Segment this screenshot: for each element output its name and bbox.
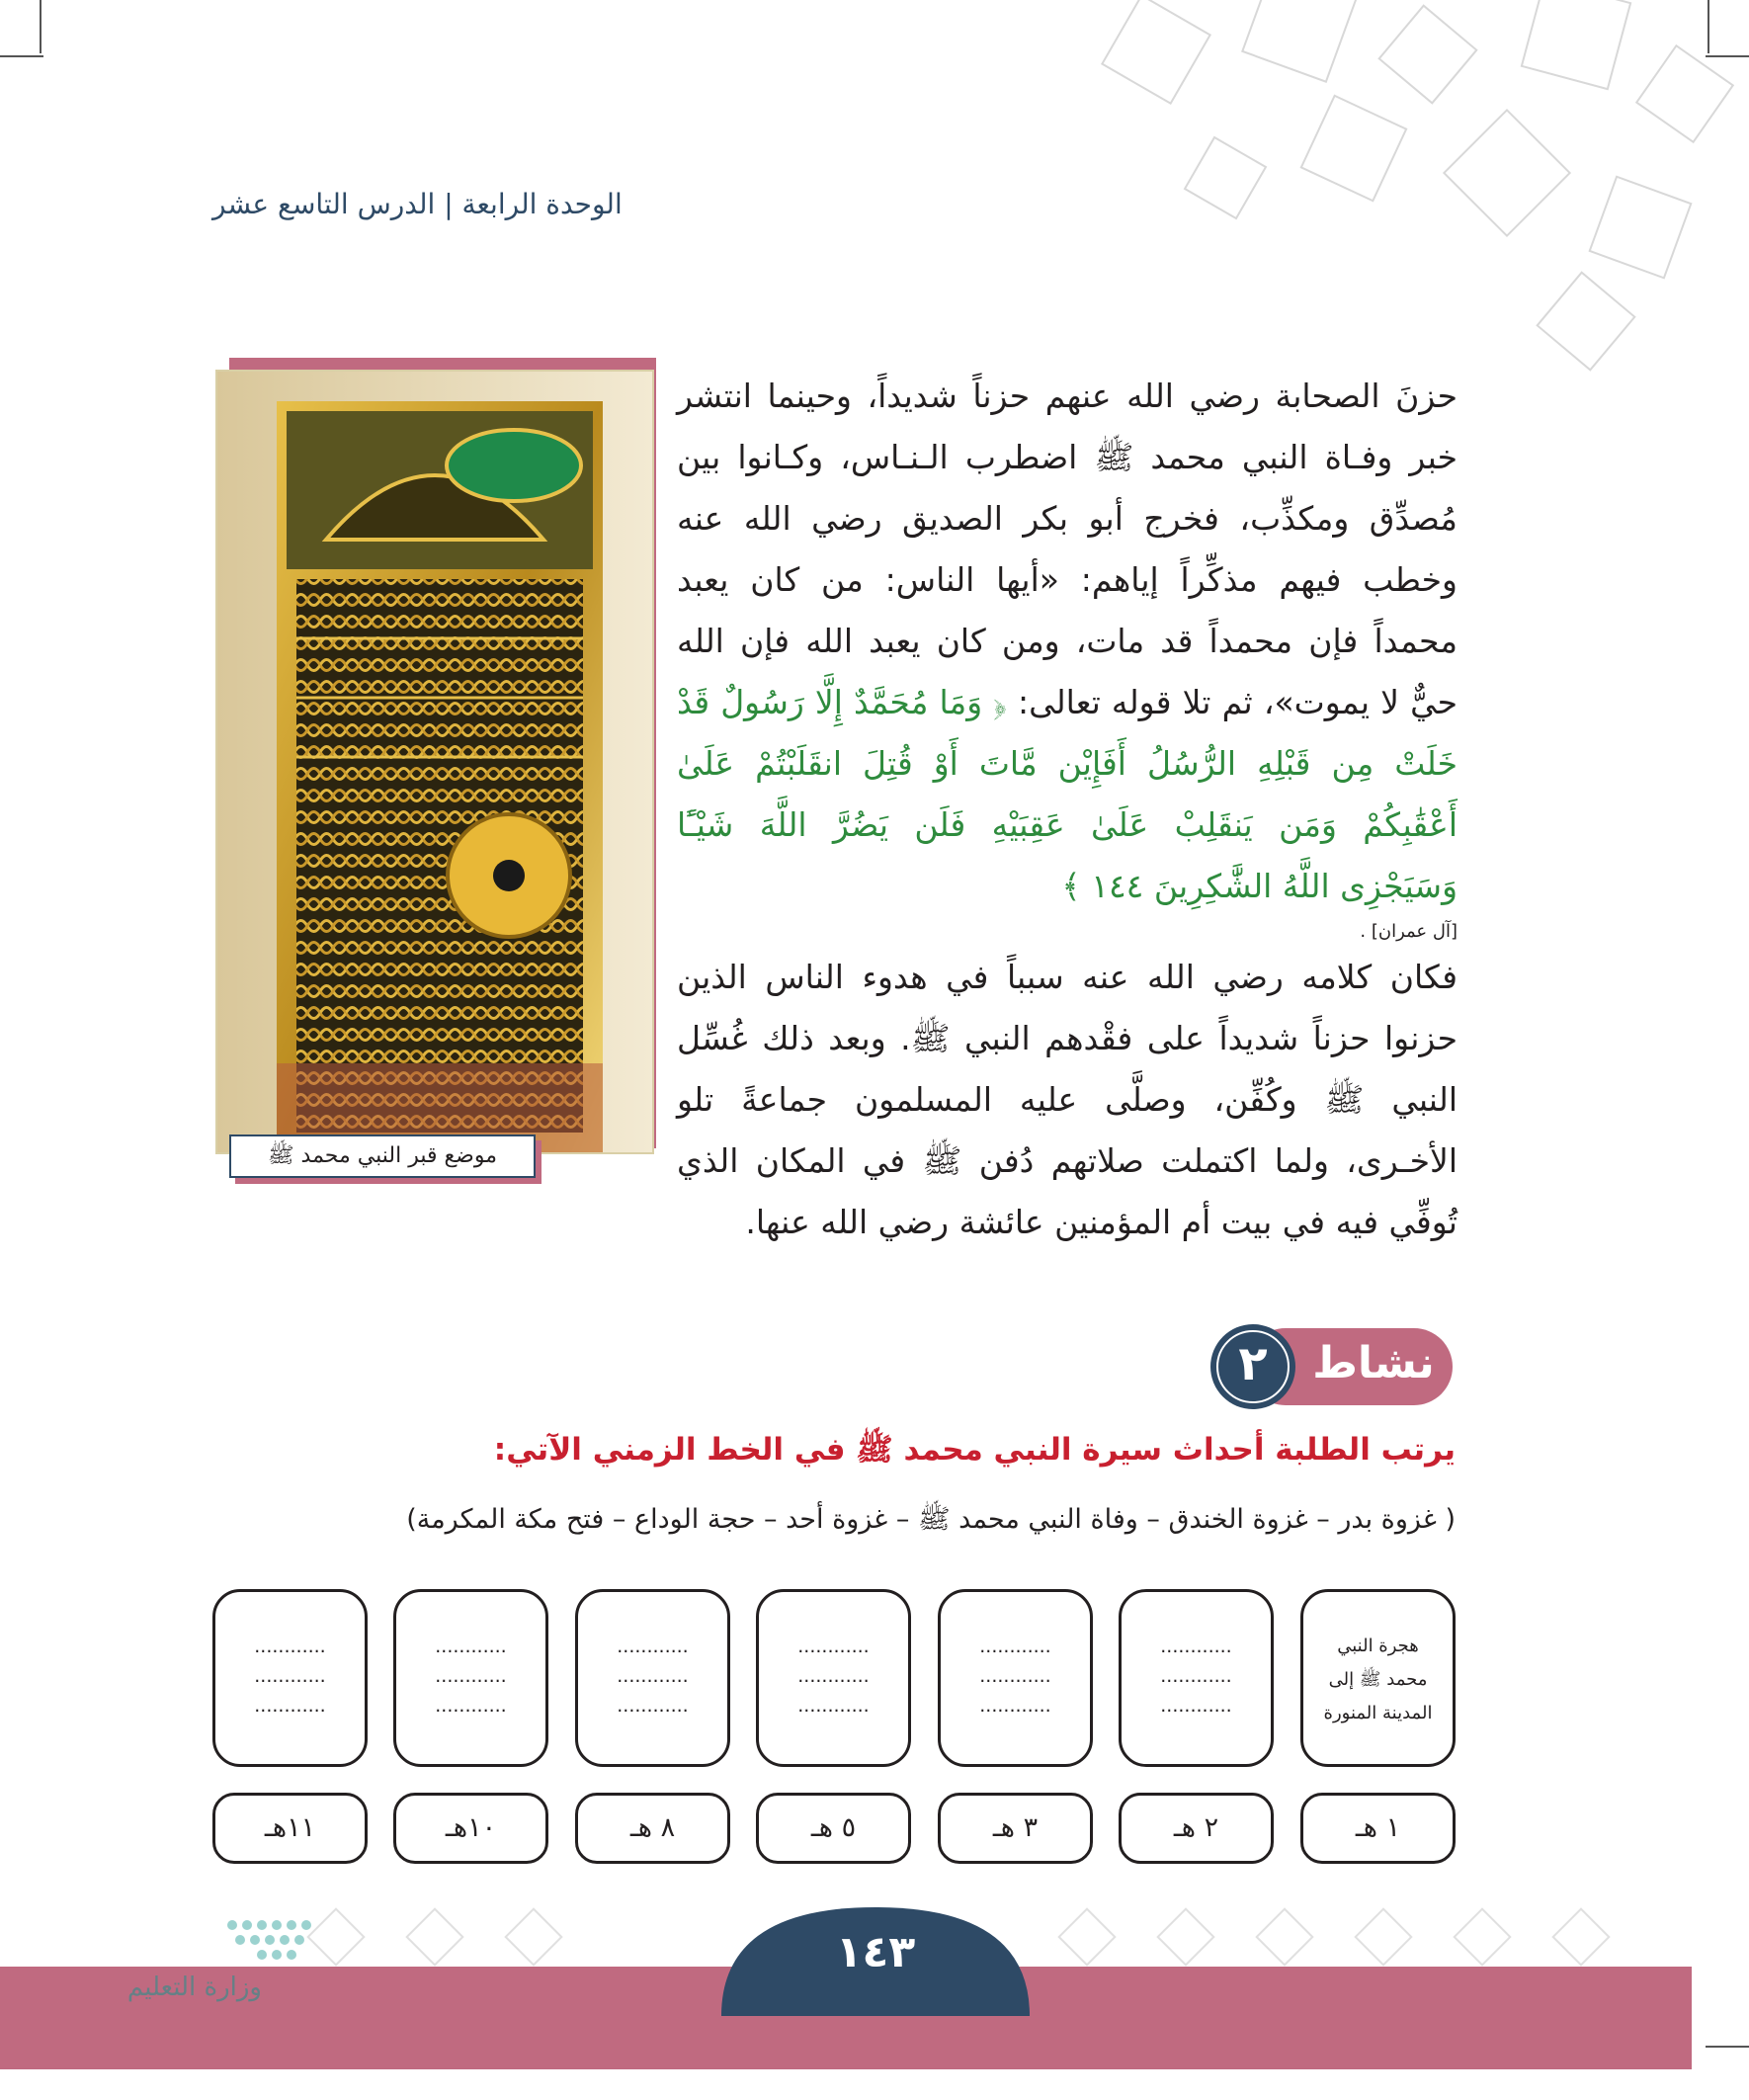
activity-number: ٢	[1238, 1336, 1268, 1391]
blank-line: ............	[435, 1636, 507, 1657]
timeline-event-box	[1300, 1589, 1456, 1767]
blank-line: ............	[797, 1636, 870, 1657]
year-box: ٢ هـ	[1119, 1793, 1274, 1864]
blank-line: ............	[1160, 1695, 1232, 1717]
tomb-door-photo	[215, 370, 654, 1154]
decorative-diamond-pattern	[998, 0, 1749, 395]
activity-label: نشاط	[1312, 1338, 1435, 1388]
unit-lesson-header: الوحدة الرابعة | الدرس التاسع عشر	[212, 188, 623, 220]
event-options-list: ( غزوة بدر – غزوة الخندق – وفاة النبي محمد ﷺ – غزوة أحد – حجة الوداع – فتح مكة المكرمة)	[406, 1504, 1456, 1535]
verse-reference: [آل عمران] .	[1360, 921, 1458, 942]
year-box: ٥ هـ	[756, 1793, 911, 1864]
event-line: هجرة النبي	[1337, 1636, 1419, 1656]
year-box: ٨ هـ	[575, 1793, 730, 1864]
timeline-blank-box[interactable]	[1119, 1589, 1274, 1767]
lesson-text-block	[677, 366, 1458, 1253]
crop-mark	[40, 0, 42, 53]
year-box: ١٠هـ	[393, 1793, 548, 1864]
year-box: ١١هـ	[212, 1793, 368, 1864]
blank-line: ............	[435, 1665, 507, 1687]
activity-instruction: يرتب الطلبة أحداث سيرة النبي محمد ﷺ في الخط الزمني الآتي:	[493, 1432, 1456, 1468]
timeline-blank-box[interactable]	[212, 1589, 368, 1767]
blank-line: ............	[979, 1636, 1051, 1657]
lesson-paragraph-2: فكان كلامه رضي الله عنه سبباً في هدوء الناس الذين حزنوا حزناً شديداً على فقْدهم النبي ﷺ. وبعد ذلك غُسِّل النبي ﷺ وكُفِّن، وصلَّى عليه المسلمون جماعةً تلو الأخـرى، ولما اكتملت صلاتهم دُفن ﷺ في المكان الذي تُوفِّي فيه في بيت أم المؤمنين عائشة رضي الله عنها.	[677, 958, 1458, 1241]
paragraph-1-text: حزنَ الصحابة رضي الله عنهم حزناً شديداً، وحينما انتشر خبر وفـاة النبي محمد ﷺ اضطرب الـنـاس، وكـانوا بين مُصدِّق ومكذِّب، فخرج أبو بكر الصديق رضي الله عنه وخطب فيهم مذكِّراً إياهم: «أيها الناس: من كان يعبد محمداً فإن محمداً قد مات، ومن كان يعبد الله فإن الله حيٌّ لا يموت»، ثم تلا قوله تعالى:	[677, 377, 1458, 721]
crop-mark	[0, 55, 43, 57]
timeline-blank-box[interactable]	[938, 1589, 1093, 1767]
blank-line: ............	[254, 1665, 326, 1687]
blank-line: ............	[254, 1695, 326, 1717]
timeline-blank-box[interactable]	[756, 1589, 911, 1767]
blank-line: ............	[617, 1695, 689, 1717]
blank-line: ............	[1160, 1665, 1232, 1687]
lesson-paragraph-1	[677, 366, 1458, 917]
blank-line: ............	[617, 1665, 689, 1687]
event-line: المدينة المنورة	[1323, 1703, 1433, 1723]
crop-mark	[1706, 2046, 1749, 2048]
blank-line: ............	[254, 1636, 326, 1657]
blank-line: ............	[797, 1665, 870, 1687]
timeline-blank-box[interactable]	[393, 1589, 548, 1767]
year-box: ٣ هـ	[938, 1793, 1093, 1864]
blank-line: ............	[617, 1636, 689, 1657]
page-number: ١٤٣	[835, 1927, 916, 1977]
timeline-blank-box[interactable]	[575, 1589, 730, 1767]
blank-line: ............	[797, 1695, 870, 1717]
blank-line: ............	[435, 1695, 507, 1717]
event-line: محمد ﷺ إلى	[1328, 1669, 1428, 1690]
quran-verse: ﴿ وَمَا مُحَمَّدٌ إِلَّا رَسُولٌ قَدْ خَلَتْ مِن قَبْلِهِ الرُّسُلُ أَفَإِيْن مَّاتَ أَوْ قُتِلَ انقَلَبْتُمْ عَلَىٰ أَعْقَٰبِكُمْ وَمَن يَنقَلِبْ عَلَىٰ عَقِبَيْهِ فَلَن يَضُرَّ اللَّهَ شَيْـًٔا وَسَيَجْزِى اللَّهُ الشَّٰكِرِينَ ١٤٤ ﴾	[677, 683, 1458, 905]
ministry-name: وزارة التعليم	[126, 1973, 262, 2002]
photo-caption: موضع قبر النبي محمد ﷺ	[229, 1134, 536, 1178]
blank-line: ............	[979, 1695, 1051, 1717]
year-box: ١ هـ	[1300, 1793, 1456, 1864]
blank-line: ............	[979, 1665, 1051, 1687]
blank-line: ............	[1160, 1636, 1232, 1657]
